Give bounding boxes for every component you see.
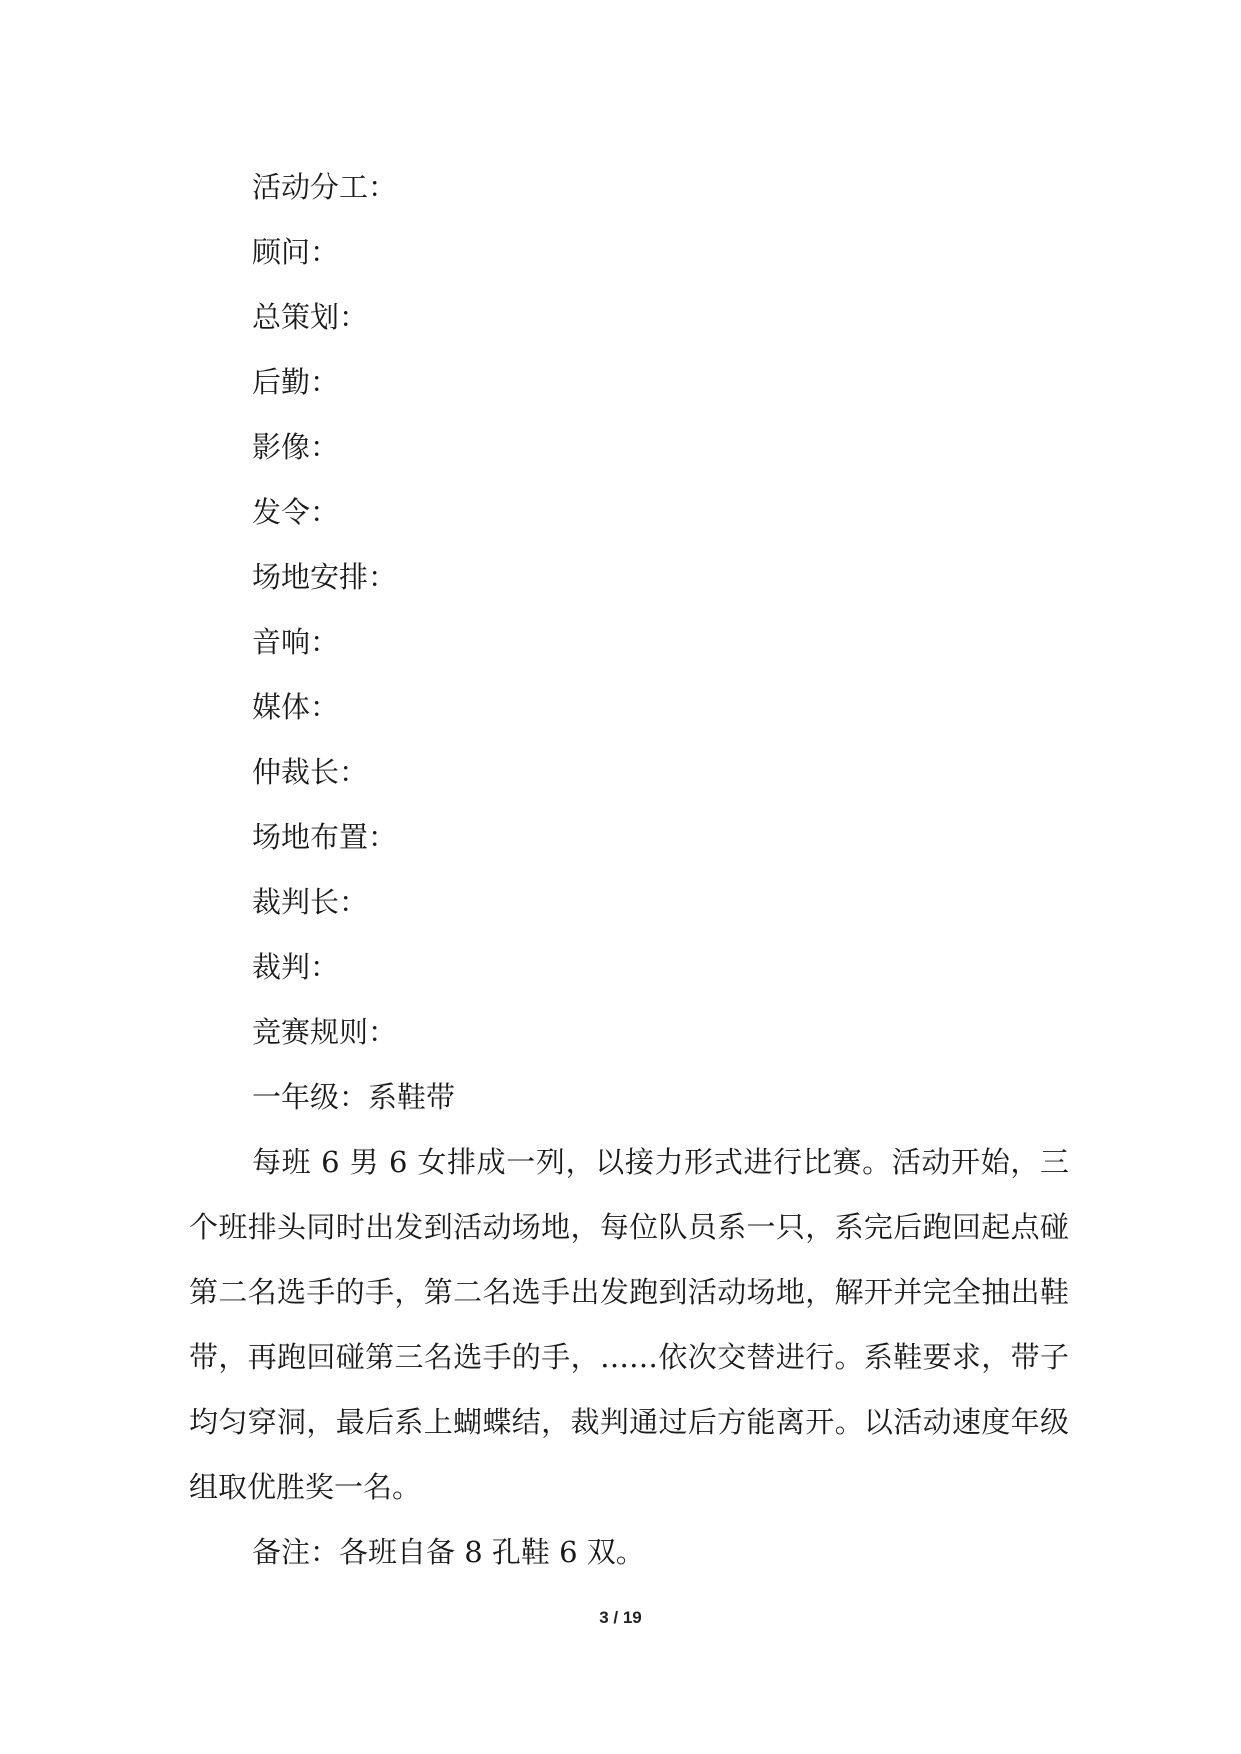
grade-one-event-description: 每班 6 男 6 女排成一列，以接力形式进行比赛。活动开始，三个班排头同时出发到活动场地，每位队员系一只，系完后跑回起点碰第二名选手的手，第二名选手出发跑到活动场地，解开并完全抽出鞋带，再跑回碰第三名选手的手，……依次交替进行。系鞋要求，带子均匀穿洞，最后系上蝴蝶结，裁判通过后方能离开。以活动速度年级组取优胜奖一名。 xyxy=(189,1145,1069,1504)
event-note: 备注：各班自备 8 孔鞋 6 双。 xyxy=(252,1535,645,1569)
role-venue-setup: 场地布置： xyxy=(252,820,398,854)
role-chief-arbiter: 仲裁长： xyxy=(252,755,369,789)
document-body xyxy=(189,155,1069,1585)
grade-one-event-title: 一年级：系鞋带 xyxy=(252,1080,456,1114)
role-advisor: 顾问： xyxy=(252,235,340,269)
role-logistics: 后勤： xyxy=(252,365,340,399)
role-chief-planner: 总策划： xyxy=(252,300,369,334)
role-audio: 音响： xyxy=(252,625,340,659)
role-media: 媒体： xyxy=(252,690,340,724)
role-referee: 裁判： xyxy=(252,950,340,984)
role-imaging: 影像： xyxy=(252,430,340,464)
role-starter: 发令： xyxy=(252,495,340,529)
role-chief-referee: 裁判长： xyxy=(252,885,369,919)
role-venue-arrangement: 场地安排： xyxy=(252,560,398,594)
heading-division-of-labor: 活动分工： xyxy=(252,170,398,204)
page-number: 3 / 19 xyxy=(599,1608,642,1627)
heading-competition-rules: 竞赛规则： xyxy=(252,1015,398,1049)
